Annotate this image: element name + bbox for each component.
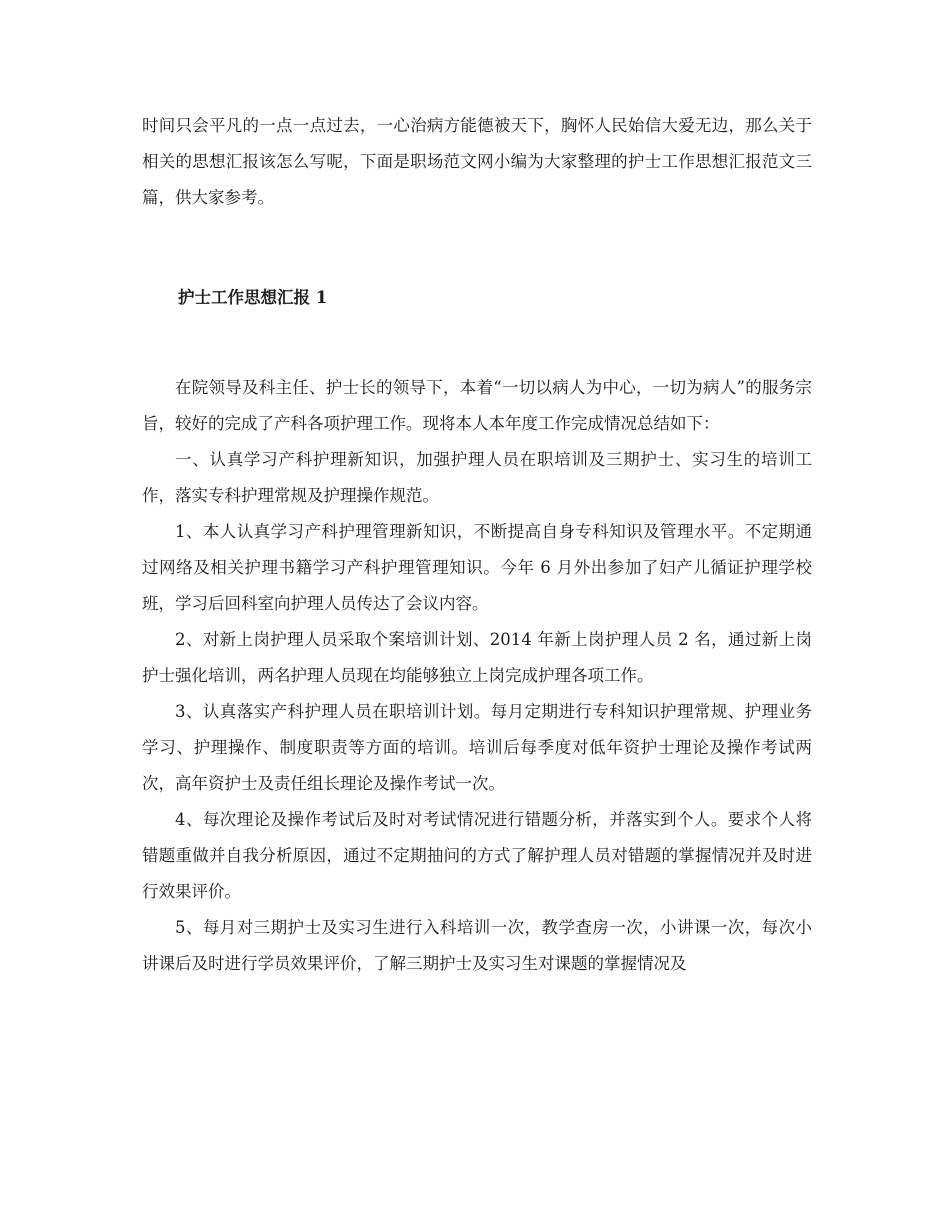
body-paragraph-5: 3、认真落实产科护理人员在职培训计划。每月定期进行专科知识护理常规、护理业务学习、护理操作、制度职责等方面的培训。培训后每季度对低年资护士理论及操作考试两次，高年资护士及责任组长理论及操作考试一次。 bbox=[142, 702, 812, 793]
body-paragraph-7: 5、每月对三期护士及实习生进行入科培训一次，教学查房一次，小讲课一次，每次小讲课后及时进行学员效果评价，了解三期护士及实习生对课题的掌握情况及 bbox=[142, 918, 812, 973]
body-paragraph-3: 1、本人认真学习产科护理管理新知识，不断提高自身专科知识及管理水平。不定期通过网络及相关护理书籍学习产科护理管理知识。今年 6 月外出参加了妇产儿循证护理学校班，学习后回科室向护理人员传达了会议内容。 bbox=[142, 522, 812, 613]
body-paragraph-1: 在院领导及科主任、护士长的领导下，本着“一切以病人为中心，一切为病人”的服务宗旨，较好的完成了产科各项护理工作。现将本人本年度工作完成情况总结如下： bbox=[142, 378, 812, 433]
spacer bbox=[142, 216, 812, 280]
section-title: 护士工作思想汇报 1 bbox=[178, 288, 328, 307]
document-page bbox=[142, 108, 812, 982]
body-paragraph-6: 4、每次理论及操作考试后及时对考试情况进行错题分析，并落实到个人。要求个人将错题重做并自我分析原因，通过不定期抽问的方式了解护理人员对错题的掌握情况并及时进行效果评价。 bbox=[142, 810, 812, 901]
intro-paragraph: 时间只会平凡的一点一点过去，一心治病方能德被天下，胸怀人民始信大爱无边，那么关于相关的思想汇报该怎么写呢，下面是职场范文网小编为大家整理的护士工作思想汇报范文三篇，供大家参考。 bbox=[142, 116, 812, 207]
body-paragraph-4: 2、对新上岗护理人员采取个案培训计划、2014 年新上岗护理人员 2 名，通过新上岗护士强化培训，两名护理人员现在均能够独立上岗完成护理各项工作。 bbox=[142, 630, 812, 685]
spacer bbox=[142, 316, 812, 370]
body-paragraph-2: 一、认真学习产科护理新知识，加强护理人员在职培训及三期护士、实习生的培训工作，落实专科护理常规及护理操作规范。 bbox=[142, 450, 812, 505]
